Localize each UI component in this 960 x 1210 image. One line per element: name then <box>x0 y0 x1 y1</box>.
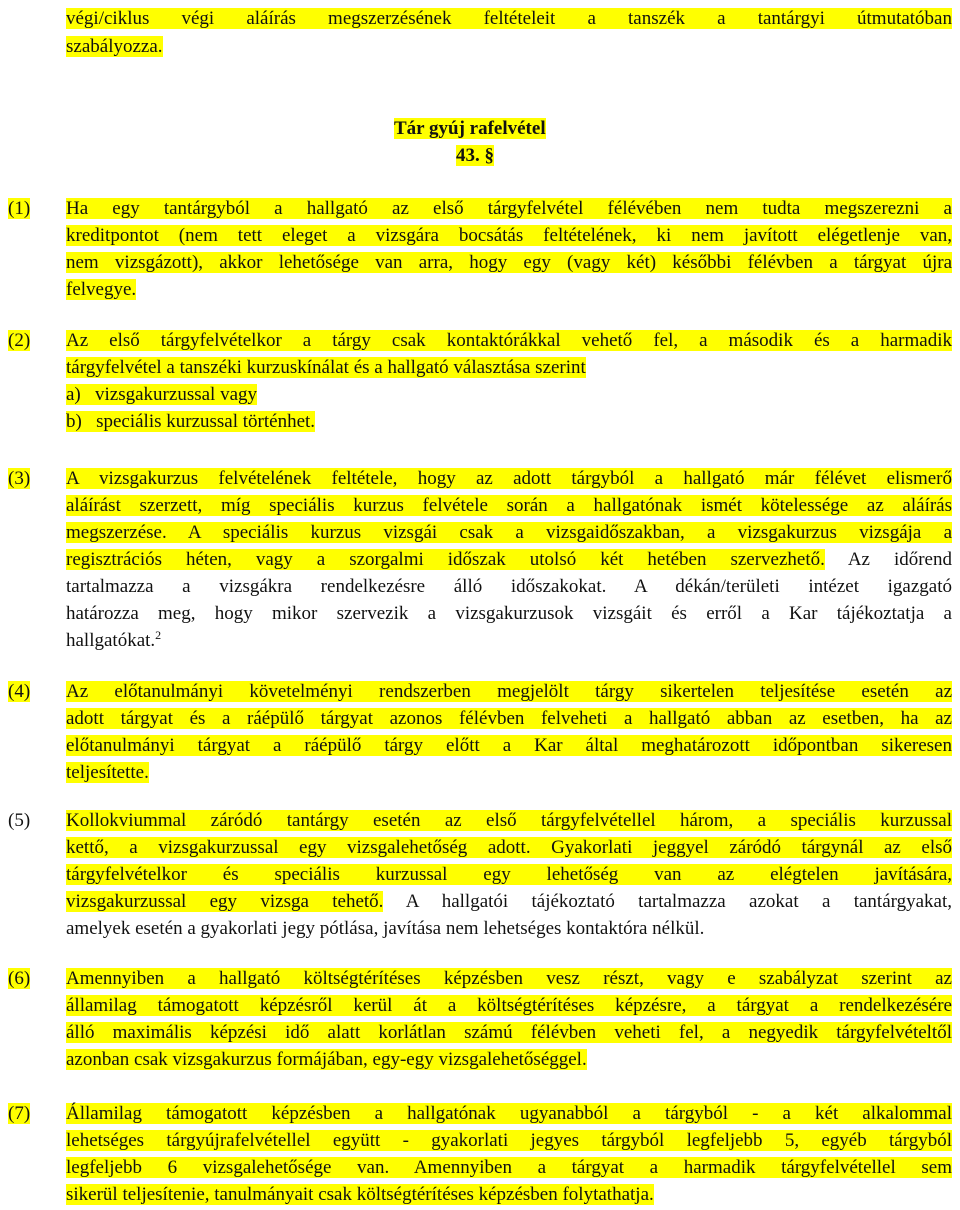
footnote-marker: 2 <box>155 628 162 642</box>
p3-line-4: regisztrációs héten, vagy a szorgalmi időszak utolsó két hetében szervezhető. Az időrend <box>66 549 952 570</box>
paragraph-number-7: (7) <box>8 1103 31 1124</box>
p3-line-7: hallgatókat.$^2$ <box>66 628 162 651</box>
paragraph-number-1: (1) <box>8 198 31 219</box>
p5-line-5: amelyek esetén a gyakorlati jegy pótlása, javítása nem lehetséges kontaktóra nélkül. <box>66 918 705 939</box>
paragraph-number-6: (6) <box>8 968 31 989</box>
p7-line-3: legfeljebb 6 vizsgalehetősége van. Amennyiben a tárgyat a harmadik tárgyfelvétellel sem <box>66 1157 952 1178</box>
p4-line-2: adott tárgyat és a ráépülő tárgyat azonos félévben felveheti a hallgató abban az esetben, ha az <box>66 708 952 729</box>
p2-item-a: a) vizsgakurzussal vagy <box>66 384 257 405</box>
paragraph-number-5: (5) <box>8 810 31 831</box>
p6-line-1: Amennyiben a hallgató költségtérítéses képzésben vesz részt, vagy e szabályzat szerint az <box>66 968 952 989</box>
p5-line-1: Kollokviummal záródó tantárgy esetén az első tárgyfelvétellel három, a speciális kurzussal <box>66 810 952 831</box>
p5-line-4: vizsgakurzussal egy vizsga tehető. A hallgatói tájékoztató tartalmazza azokat a tantárgyakat, <box>66 891 953 912</box>
p3-line-3: megszerzése. A speciális kurzus vizsgái csak a vizsgaidőszakban, a vizsgakurzus vizsgája a <box>66 522 952 543</box>
p7-line-4: sikerül teljesítenie, tanulmányait csak költségtérítéses képzésben folytathatja. <box>66 1184 654 1205</box>
p4-line-3: előtanulmányi tárgyat a ráépülő tárgy előtt a Kar által meghatározott időpontban sikeresen <box>66 735 952 756</box>
intro-line-2: szabályozza. <box>66 36 163 57</box>
p3-line-2: aláírást szerzett, míg speciális kurzus felvétele során a hallgatónak ismét kötelessége az aláírás <box>66 495 952 516</box>
p1-line-4: felvegye. <box>66 279 137 300</box>
p3-line-5: tartalmazza a vizsgákra rendelkezésre álló időszakokat. A dékán/területi intézet igazgató <box>66 576 952 597</box>
p1-line-1: Ha egy tantárgyból a hallgató az első tárgyfelvétel félévében nem tudta megszerezni a <box>66 198 952 219</box>
p4-line-4: teljesítette. <box>66 762 149 783</box>
p3-line-6: határozza meg, hogy mikor szervezik a vizsgakurzusok vizsgáit és erről a Kar tájékoztatja a <box>66 603 952 624</box>
p1-line-2: kreditpontot (nem tett eleget a vizsgára bocsátás feltételének, ki nem javított elégetlenje van, <box>66 225 952 246</box>
p7-line-1: Államilag támogatott képzésben a hallgatónak ugyanabból a tárgyból - a két alkalommal <box>66 1103 952 1124</box>
p6-line-2: államilag támogatott képzésről kerül át a költségtérítéses képzésre, a tárgyat a rendelkezésére <box>66 995 952 1016</box>
paragraph-number-2: (2) <box>8 330 31 351</box>
p3-line-1: A vizsgakurzus felvételének feltétele, hogy az adott tárgyból a hallgató már félévet elismerő <box>66 468 952 489</box>
p5-line-3: tárgyfelvételkor és speciális kurzussal egy lehetőség van az elégtelen javítására, <box>66 864 952 885</box>
p1-line-3: nem vizsgázott), akkor lehetősége van arra, hogy egy (vagy két) későbbi félévben a tárgyat újra <box>66 252 952 273</box>
intro-line-1: végi/ciklus végi aláírás megszerzésének feltételeit a tanszék a tantárgyi útmutatóban <box>66 8 952 29</box>
p2-line-1: Az első tárgyfelvételkor a tárgy csak kontaktórákkal vehető fel, a második és a harmadik <box>66 330 952 351</box>
paragraph-number-4: (4) <box>8 681 31 702</box>
section-number: 43. § <box>456 145 494 166</box>
section-title: Tár gyúj rafelvétel <box>394 118 546 139</box>
p4-line-1: Az előtanulmányi követelményi rendszerben megjelölt tárgy sikertelen teljesítése esetén az <box>66 681 952 702</box>
p2-item-b: b) speciális kurzussal történhet. <box>66 411 316 432</box>
p7-line-2: lehetséges tárgyújrafelvétellel együtt - gyakorlati jegyes tárgyból legfeljebb 5, egyéb tárgyból <box>66 1130 952 1151</box>
p2-line-2: tárgyfelvétel a tanszéki kurzuskínálat és a hallgató választása szerint <box>66 357 586 378</box>
p6-line-3: álló maximális képzési idő alatt korlátlan számú félévben veheti fel, a negyedik tárgyfelvételtől <box>66 1022 952 1043</box>
paragraph-number-3: (3) <box>8 468 31 489</box>
p5-line-2: kettő, a vizsgakurzussal egy vizsgalehetőség adott. Gyakorlati jeggyel záródó tárgynál az első <box>66 837 952 858</box>
p6-line-4: azonban csak vizsgakurzus formájában, egy-egy vizsgalehetőséggel. <box>66 1049 587 1070</box>
